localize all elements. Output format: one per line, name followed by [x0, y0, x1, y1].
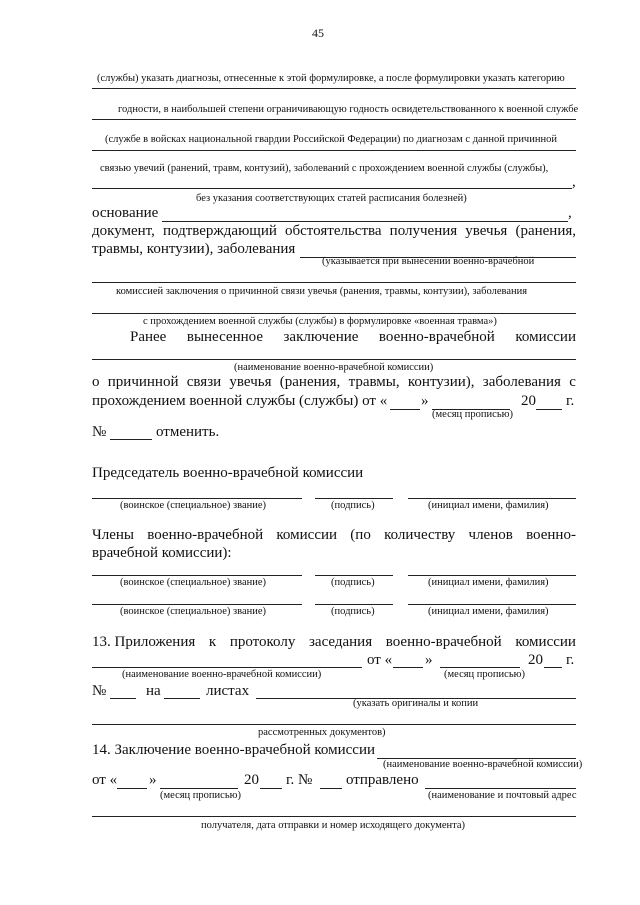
fill-line — [92, 313, 576, 314]
fill-line — [408, 575, 576, 576]
fill-line — [117, 788, 147, 789]
fill-line — [92, 724, 576, 725]
fill-line — [260, 788, 282, 789]
fill-line — [92, 119, 576, 120]
fill-line — [393, 667, 423, 668]
fill-line — [315, 575, 393, 576]
hint-text: (месяц прописью) — [160, 790, 241, 801]
year-suffix: г. — [566, 652, 575, 668]
quote-mark: » — [149, 772, 157, 788]
fill-line — [92, 188, 572, 189]
hint-text: рассмотренных документов) — [258, 727, 386, 738]
page-number: 45 — [312, 26, 324, 40]
text-line: отправлено — [346, 772, 419, 788]
justified-line: 13. Приложения к протоколу заседания военно-врачебной комиссии — [92, 634, 576, 650]
text-line: Председатель военно-врачебной комиссии — [92, 465, 364, 481]
text-line: отменить. — [156, 424, 220, 440]
hint-text: (месяц прописью) — [432, 409, 513, 420]
justified-line: Члены военно-врачебной комиссии (по количеству членов военно- — [92, 527, 576, 543]
hint-text: с прохождением военной службы (службы) в формулировке «военная травма») — [143, 316, 497, 327]
hint-text: (подпись) — [331, 500, 375, 511]
hint-text: (наименование военно-врачебной комиссии) — [234, 362, 434, 373]
text-line: (службе в войсках национальной гвардии Российской Федерации) по диагнозам с данной причинной — [105, 134, 557, 145]
justified-line: документ, подтверждающий обстоятельства получения увечья (ранения, — [92, 223, 576, 239]
fill-line — [164, 698, 200, 699]
text-line: травмы, контузии), заболевания — [92, 241, 296, 257]
text-line: 14. Заключение военно-врачебной комиссии — [92, 742, 376, 758]
fill-line — [92, 667, 362, 668]
hint-text: комиссией заключения о причинной связи увечья (ранения, травмы, контузии), заболевания — [116, 286, 528, 297]
hint-text: (указывается при вынесении военно-врачебной — [322, 256, 535, 267]
text-line: без указания соответствующих статей расписания болезней) — [196, 193, 467, 204]
text-line: г. № — [286, 772, 313, 788]
hint-text: (наименование военно-врачебной комиссии) — [122, 669, 322, 680]
comma: , — [568, 205, 572, 221]
hint-text: (воинское (специальное) звание) — [120, 500, 267, 511]
hint-text: (подпись) — [331, 577, 375, 588]
hint-text: (инициал имени, фамилия) — [428, 606, 549, 617]
fill-line — [92, 816, 576, 817]
quote-mark: » — [425, 652, 433, 668]
text-line: листах — [206, 683, 250, 699]
fill-line — [408, 498, 576, 499]
fill-line — [92, 150, 576, 151]
fill-line — [390, 409, 420, 410]
text-line: прохождением военной службы (службы) от « — [92, 393, 388, 409]
text-line: от « — [92, 772, 118, 788]
number-sign: № — [92, 424, 107, 440]
text-line: связью увечий (ранений, травм, контузий), заболеваний с прохождением военной службы (службы), — [100, 163, 549, 174]
osnovanie-label: основание — [92, 205, 159, 221]
fill-line — [92, 88, 576, 89]
fill-line — [92, 282, 576, 283]
hint-text: получателя, дата отправки и номер исходящего документа) — [201, 820, 466, 831]
year-prefix: 20 — [528, 652, 543, 668]
fill-line — [110, 439, 152, 440]
fill-line — [320, 788, 342, 789]
fill-line — [536, 409, 562, 410]
fill-line — [162, 221, 568, 222]
fill-line — [160, 788, 238, 789]
fill-line — [425, 788, 576, 789]
hint-text: (воинское (специальное) звание) — [120, 606, 267, 617]
hint-text: (инициал имени, фамилия) — [428, 577, 549, 588]
text-line: от « — [367, 652, 393, 668]
year-prefix: 20 — [521, 393, 536, 409]
fill-line — [92, 359, 576, 360]
fill-line — [92, 575, 302, 576]
hint-text: (месяц прописью) — [444, 669, 525, 680]
hint-text: (воинское (специальное) звание) — [120, 577, 267, 588]
year-suffix: г. — [566, 393, 575, 409]
number-sign: № — [92, 683, 107, 699]
hint-text: (инициал имени, фамилия) — [428, 500, 549, 511]
fill-line — [408, 604, 576, 605]
text-line: врачебной комиссии): — [92, 545, 232, 561]
hint-text: (подпись) — [331, 606, 375, 617]
fill-line — [315, 498, 393, 499]
quote-mark: » — [421, 393, 429, 409]
text-line: (службы) указать диагнозы, отнесенные к этой формулировке, а после формулировки указать категорию — [97, 73, 565, 84]
justified-line: о причинной связи увечья (ранения, травмы, контузии), заболевания с — [92, 374, 576, 390]
hint-text: (наименование военно-врачебной комиссии) — [383, 759, 583, 770]
text-line: на — [146, 683, 161, 699]
fill-line — [544, 667, 562, 668]
year-prefix: 20 — [244, 772, 259, 788]
fill-line — [110, 698, 136, 699]
hint-text: (наименование и почтовый адрес — [428, 790, 577, 801]
hint-text: (указать оригиналы и копии — [353, 698, 479, 709]
fill-line — [92, 498, 302, 499]
text-line: годности, в наибольшей степени ограничивающую годность освидетельствованного к военной службе — [118, 104, 579, 115]
justified-line: Ранее вынесенное заключение военно-врачебной комиссии — [130, 329, 576, 345]
fill-line — [315, 604, 393, 605]
fill-line — [440, 667, 520, 668]
fill-line — [92, 604, 302, 605]
comma: , — [572, 174, 576, 190]
